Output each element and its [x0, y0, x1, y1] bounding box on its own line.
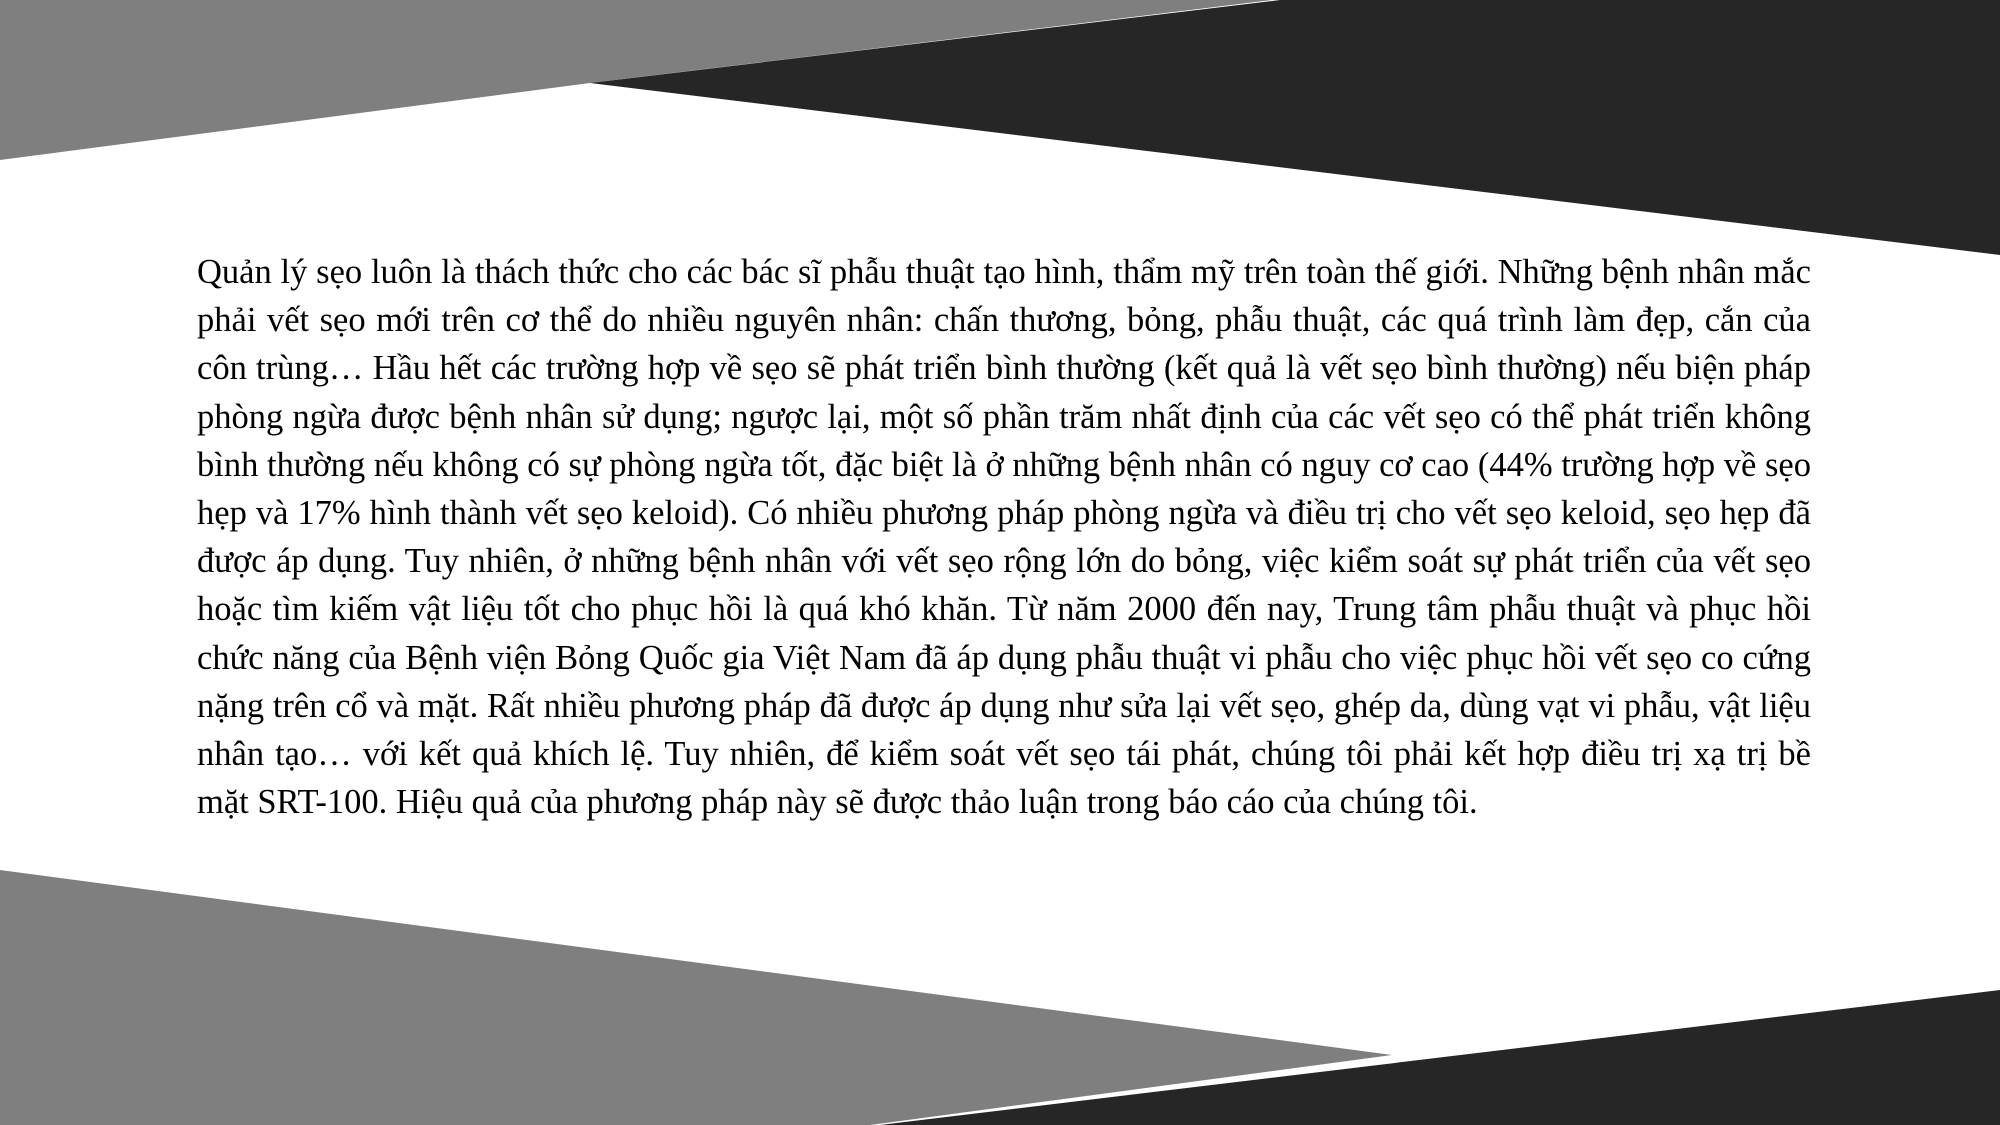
body-paragraph: Quản lý sẹo luôn là thách thức cho các bác sĩ phẫu thuật tạo hình, thẩm mỹ trên toàn thế giới. Những bệnh nhân mắc phải vết sẹo mới trên cơ thể do nhiều nguyên nhân: chấn thương, bỏng, phẫu thuật, các quá trình làm đẹp, cắn của côn trùng… Hầu hết các trường hợp về sẹo sẽ phát triển bình thường (kết quả là vết sẹo bình thường) nếu biện pháp phòng ngừa được bệnh nhân sử dụng; ngược lại, một số phần trăm nhất định của các vết sẹo có thể phát triển không bình thường nếu không có sự phòng ngừa tốt, đặc biệt là ở những bệnh nhân có nguy cơ cao (44% trường hợp về sẹo hẹp và 17% hình thành vết sẹo keloid). Có nhiều phương pháp phòng ngừa và điều trị cho vết sẹo keloid, sẹo hẹp đã được áp dụng. Tuy nhiên, ở những bệnh nhân với vết sẹo rộng lớn do bỏng, việc kiểm soát sự phát triển của vết sẹo hoặc tìm kiếm vật liệu tốt cho phục hồi là quá khó khăn. Từ năm 2000 đến nay, Trung tâm phẫu thuật và phục hồi chức năng của Bệnh viện Bỏng Quốc gia Việt Nam đã áp dụng phẫu thuật vi phẫu cho việc phục hồi vết sẹo co cứng nặng trên cổ và mặt. Rất nhiều phương pháp đã được áp dụng như sửa lại vết sẹo, ghép da, dùng vạt vi phẫu, vật liệu nhân tạo… với kết quả khích lệ. Tuy nhiên, để kiểm soát vết sẹo tái phát, chúng tôi phải kết hợp điều trị xạ trị bề mặt SRT-100. Hiệu quả của phương pháp này sẽ được thảo luận trong báo cáo của chúng tôi. [197, 253, 1811, 822]
bottom-left-gray-band [0, 870, 1392, 1125]
